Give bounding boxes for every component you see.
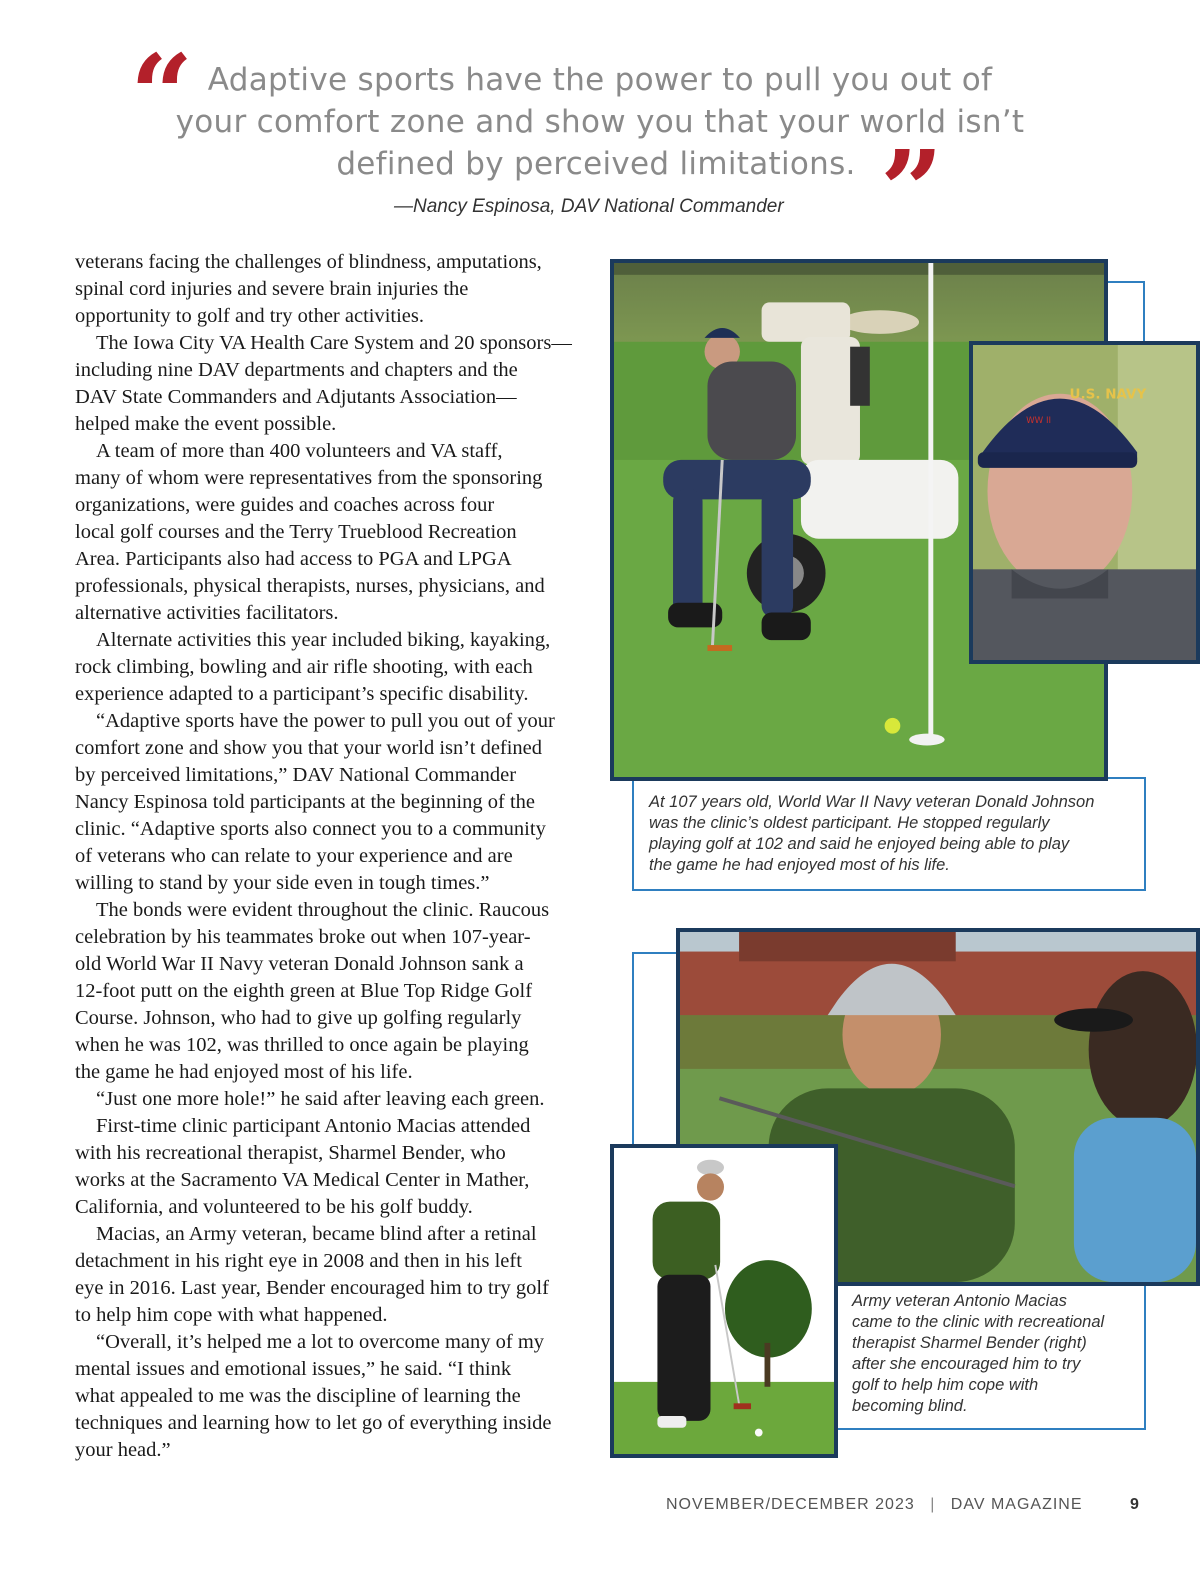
body-line: First-time clinic participant Antonio Macias attended bbox=[96, 1115, 531, 1137]
body-line: mental issues and emotional issues,” he said. “I think bbox=[75, 1358, 512, 1380]
bottom-photo-caption bbox=[852, 1291, 1104, 1417]
body-line: 12-foot putt on the eighth green at Blue Top Ridge Golf bbox=[75, 980, 533, 1002]
caption-line: therapist Sharmel Bender (right) bbox=[852, 1334, 1087, 1352]
page-number: 9 bbox=[1130, 1496, 1139, 1513]
pull-quote-attribution: —Nancy Espinosa, DAV National Commander bbox=[394, 196, 784, 217]
macias-putting-photo bbox=[610, 1144, 838, 1458]
body-line: The bonds were evident throughout the clinic. Raucous bbox=[96, 899, 550, 921]
body-line: “Just one more hole!” he said after leaving each green. bbox=[96, 1088, 545, 1110]
body-line: what appealed to me was the discipline of learning the bbox=[75, 1385, 521, 1407]
body-line: Alternate activities this year included biking, kayaking, bbox=[96, 629, 551, 651]
body-line: old World War II Navy veteran Donald Johnson sank a bbox=[75, 953, 524, 975]
body-line: Nancy Espinosa told participants at the beginning of the bbox=[75, 791, 535, 813]
caption-line: came to the clinic with recreational bbox=[852, 1313, 1105, 1331]
body-line: eye in 2016. Last year, Bender encouraged him to try golf bbox=[75, 1277, 549, 1299]
body-line: works at the Sacramento VA Medical Center in Mather, bbox=[75, 1169, 530, 1191]
close-quote-mark: ” bbox=[880, 126, 944, 255]
caption-line: Army veteran Antonio Macias bbox=[852, 1292, 1067, 1310]
pull-quote-line-2: your comfort zone and show you that your world isn’t bbox=[175, 104, 1025, 140]
body-line: Area. Participants also had access to PGA and LPGA bbox=[75, 548, 512, 570]
pull-quote-line-3: defined by perceived limitations. bbox=[336, 146, 856, 182]
body-line: helped make the event possible. bbox=[75, 413, 337, 435]
caption-line: after she encouraged him to try bbox=[852, 1355, 1081, 1373]
top-photo-caption bbox=[649, 792, 1094, 876]
navy-cap-subtext: WW II bbox=[1026, 415, 1052, 427]
footer-separator: | bbox=[930, 1496, 936, 1513]
body-line: rock climbing, bowling and air rifle shooting, with each bbox=[75, 656, 533, 678]
body-line: organizations, were guides and coaches across four bbox=[75, 494, 495, 516]
navy-cap-text: U.S. NAVY bbox=[1069, 386, 1147, 403]
caption-line: was the clinic’s oldest participant. He stopped regularly bbox=[649, 814, 1050, 832]
caption-line: golf to help him cope with bbox=[852, 1376, 1039, 1394]
body-line: The Iowa City VA Health Care System and 20 sponsors— bbox=[96, 332, 572, 354]
body-line: when he was 102, was thrilled to once again be playing bbox=[75, 1034, 529, 1056]
page-footer bbox=[666, 1496, 1083, 1514]
top-photo-frame-outline bbox=[1105, 281, 1145, 346]
body-line: California, and volunteered to be his golf buddy. bbox=[75, 1196, 473, 1218]
caption-line: At 107 years old, World War II Navy veteran Donald Johnson bbox=[649, 793, 1095, 811]
body-line: “Overall, it’s helped me a lot to overcome many of my bbox=[96, 1331, 545, 1353]
body-line: by perceived limitations,” DAV National Commander bbox=[75, 764, 517, 786]
body-line: celebration by his teammates broke out when 107-year- bbox=[75, 926, 531, 948]
body-line: willing to stand by your side even in tough times.” bbox=[75, 872, 490, 894]
body-line: with his recreational therapist, Sharmel Bender, who bbox=[75, 1142, 506, 1164]
body-line: Course. Johnson, who had to give up golfing regularly bbox=[75, 1007, 522, 1029]
body-line: including nine DAV departments and chapters and the bbox=[75, 359, 518, 381]
body-line: veterans facing the challenges of blindness, amputations, bbox=[75, 251, 542, 273]
body-line: Macias, an Army veteran, became blind after a retinal bbox=[96, 1223, 537, 1245]
caption-line: becoming blind. bbox=[852, 1397, 968, 1415]
body-line: of veterans who can relate to your experience and are bbox=[75, 845, 513, 867]
body-line: your head.” bbox=[75, 1439, 171, 1461]
bottom-photo-frame-outline bbox=[632, 952, 682, 1148]
body-line: to help him cope with what happened. bbox=[75, 1304, 388, 1326]
body-line: many of whom were representatives from the sponsoring bbox=[75, 467, 543, 489]
body-line: alternative activities facilitators. bbox=[75, 602, 339, 624]
footer-magazine: DAV MAGAZINE bbox=[950, 1496, 1083, 1513]
body-line: local golf courses and the Terry Trueblood Recreation bbox=[75, 521, 517, 543]
body-line: “Adaptive sports have the power to pull you out of your bbox=[96, 710, 555, 732]
caption-line: playing golf at 102 and said he enjoyed being able to play bbox=[649, 835, 1070, 853]
body-line: techniques and learning how to let go of everything inside bbox=[75, 1412, 552, 1434]
body-line: detachment in his right eye in 2008 and then in his left bbox=[75, 1250, 522, 1272]
johnson-portrait-photo bbox=[969, 341, 1200, 664]
article-body bbox=[75, 249, 595, 1464]
body-line: clinic. “Adaptive sports also connect you to a community bbox=[75, 818, 546, 840]
body-line: comfort zone and show you that your world isn’t defined bbox=[75, 737, 543, 759]
body-line: the game he had enjoyed most of his life. bbox=[75, 1061, 413, 1083]
pull-quote-line-1: Adaptive sports have the power to pull you out of bbox=[207, 62, 993, 98]
open-quote-mark: “ bbox=[130, 30, 194, 159]
caption-line: the game he had enjoyed most of his life. bbox=[649, 856, 950, 874]
body-line: A team of more than 400 volunteers and VA staff, bbox=[96, 440, 503, 462]
body-line: spinal cord injuries and severe brain injuries the bbox=[75, 278, 469, 300]
body-line: opportunity to golf and try other activities. bbox=[75, 305, 425, 327]
footer-issue: NOVEMBER/DECEMBER 2023 bbox=[666, 1496, 915, 1513]
body-line: experience adapted to a participant’s specific disability. bbox=[75, 683, 529, 705]
body-line: professionals, physical therapists, nurses, physicians, and bbox=[75, 575, 545, 597]
body-line: DAV State Commanders and Adjutants Association— bbox=[75, 386, 517, 408]
